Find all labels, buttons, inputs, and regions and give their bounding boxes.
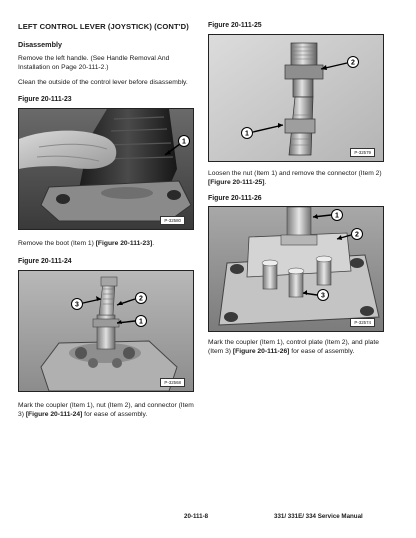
figure-26-title: Figure 20-111-26 [208, 195, 262, 202]
manual-title: 331/ 331E/ 334 Service Manual [274, 513, 363, 520]
figure-25-title: Figure 20-111-25 [208, 22, 262, 29]
paragraph-remove-handle: Remove the left handle. (See Handle Removal And Installation on Page 20-111-2.) [18, 55, 170, 72]
figure-25-photo-number: P-32579 [350, 148, 375, 157]
page-number: 20-111-8 [184, 513, 209, 520]
paragraph-remove-boot: Remove the boot (Item 1) [Figure 20-111-23]. [18, 240, 155, 247]
figure-25-callout-1: 1 [245, 130, 249, 138]
figure-24-callout-3: 3 [75, 301, 79, 309]
page-title: LEFT CONTROL LEVER (JOYSTICK) (CONT'D) [18, 22, 189, 31]
paragraph-mark-coupler-nut: Mark the coupler (Item 1), nut (Item 2), and connector (Item 3) [Figure 20-111-24] for ease of assembly. [18, 402, 194, 419]
figure-26-photo-number: P-32574 [350, 318, 375, 327]
figure-26-photo [208, 206, 384, 332]
paragraph-mark-coupler-plate: Mark the coupler (Item 1), control plate (Item 2), and plate (Item 3) [Figure 20-111-26] for ease of assembly. [208, 339, 379, 356]
figure-24-photo [18, 270, 194, 392]
paragraph-loosen-nut: Loosen the nut (Item 1) and remove the connector (Item 2) [Figure 20-111-25]. [208, 170, 382, 187]
figure-23-callout-1: 1 [182, 138, 186, 146]
figure-26-callout-3: 3 [321, 292, 325, 300]
figure-24-title: Figure 20-111-24 [18, 258, 72, 265]
paragraph-clean: Clean the outside of the control lever before disassembly. [18, 79, 188, 86]
figure-24-callout-1: 1 [139, 318, 143, 326]
figure-23-photo-number: P-32580 [160, 216, 185, 225]
figure-24-callout-2: 2 [139, 295, 143, 303]
figure-23-title: Figure 20-111-23 [18, 96, 72, 103]
figure-26-callout-1: 1 [335, 212, 339, 220]
figure-23-photo [18, 108, 194, 230]
figure-26-callout-2: 2 [355, 231, 359, 239]
figure-24-photo-number: P-32568 [160, 378, 185, 387]
section-heading: Disassembly [18, 40, 62, 49]
figure-25-photo [208, 34, 384, 162]
figure-25-callout-2: 2 [351, 59, 355, 67]
